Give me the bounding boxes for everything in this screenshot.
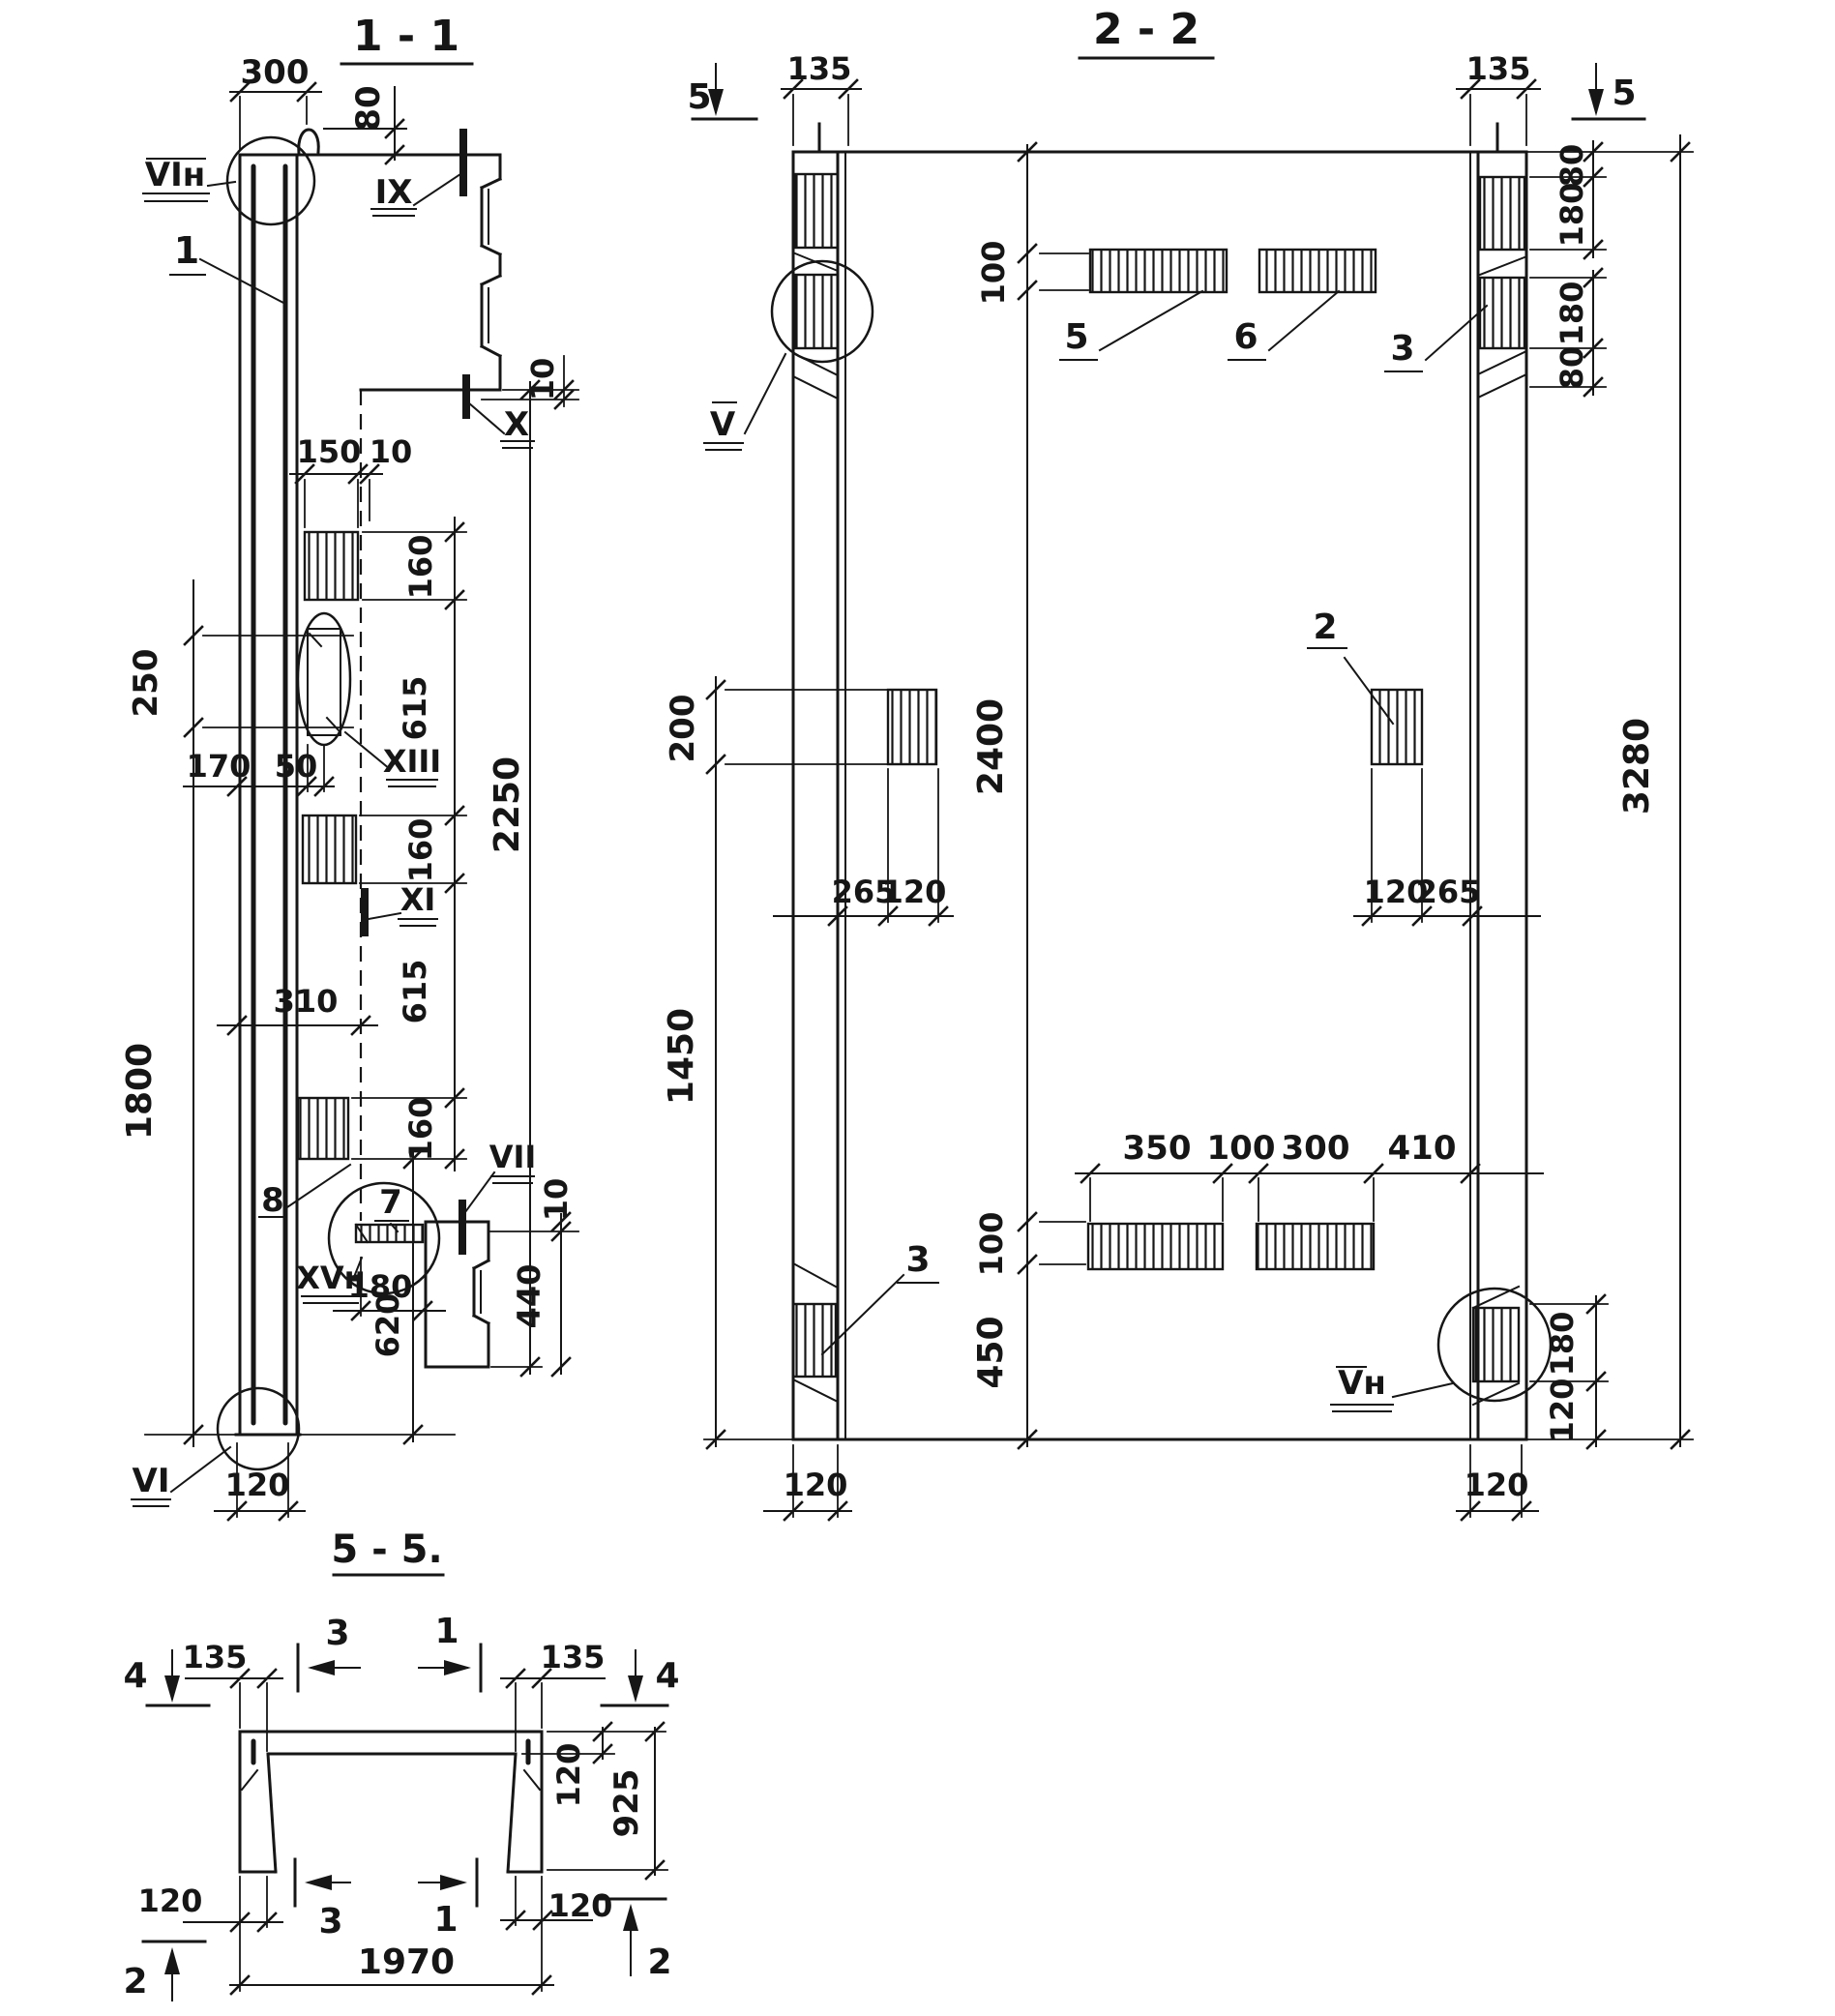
label-d120br: 120 [1464,1467,1529,1503]
embedded-plate [1257,1224,1374,1269]
label-mk_v: V [709,405,736,444]
label-d160b: 160 [402,817,439,883]
embedded-plate [1480,177,1524,250]
embedded-plate [1090,250,1227,292]
arrowhead [305,1875,332,1890]
outline [482,246,500,254]
label-d1800: 1800 [120,1042,160,1141]
label-d80: 80 [349,85,388,132]
label-d450: 450 [971,1316,1011,1389]
label-mk_2: 2 [1313,608,1338,647]
label-d10a: 10 [369,433,413,470]
embedded-plate [1372,690,1422,764]
label-mk_vii: VII [488,1139,537,1175]
label-d135r: 135 [1465,50,1531,87]
label-mk_5tr: 5 [1612,74,1637,113]
label-mk_xvn: XVн [296,1260,366,1296]
label-d350: 350 [1122,1129,1192,1168]
label-d135l5: 135 [182,1639,248,1675]
label-d180bb: 180 [1554,281,1590,346]
arrowhead [623,1904,638,1931]
outline [268,1754,276,1872]
detail-line [327,718,339,730]
arrowhead [440,1875,467,1890]
label-d440: 440 [511,1263,548,1329]
label-s11_title: 1 - 1 [352,12,460,61]
label-d2400: 2400 [971,697,1011,796]
label-d2250: 2250 [488,756,527,854]
label-mk_8: 8 [261,1181,284,1220]
label-mk_vi: VI [132,1462,170,1500]
detail-line [369,913,400,919]
label-d180a: 180 [1554,182,1590,248]
label-mk_x: X [503,405,530,444]
outline [482,276,500,284]
label-mk_ix: IX [374,173,413,212]
label-d120rv5: 120 [550,1742,587,1808]
slot-opening [298,613,350,745]
detail-line [171,1447,230,1492]
label-d10tr: 10 [524,357,561,401]
arrowhead [444,1660,471,1675]
detail-line [465,1172,494,1212]
embedded-plate [1259,250,1376,292]
label-d1970: 1970 [357,1942,456,1982]
label-mk_5tl: 5 [687,77,712,117]
label-d100t: 100 [975,240,1012,306]
detail-line [1480,257,1524,275]
label-d615a: 615 [397,675,433,741]
label-mk_1: 1 [173,229,200,272]
detail-line [200,259,285,304]
label-d100b: 100 [973,1211,1010,1277]
label-d265r: 265 [1415,874,1481,910]
label-d80a: 80 [1554,143,1590,188]
label-s55_title: 5 - 5. [331,1527,443,1572]
detail-line [1480,352,1524,373]
label-d50: 50 [274,748,318,785]
label-mk_4r: 4 [655,1656,680,1696]
label-d135r5: 135 [540,1639,606,1675]
arrowhead [628,1675,643,1703]
embedded-plate [795,174,838,248]
detail-line [1100,291,1202,350]
label-d3280: 3280 [1617,717,1657,815]
embedded-plate [1088,1224,1223,1269]
detail-line [745,354,785,433]
label-mk_3b: 3 [905,1240,931,1280]
label-mk_vin: VIн [144,156,206,194]
detail-line [468,402,504,433]
detail-line [793,1263,836,1287]
label-d200: 200 [664,694,702,763]
arrowhead [164,1947,180,1974]
label-d300b: 300 [1281,1129,1350,1168]
outline [508,1754,516,1872]
label-mk_6: 6 [1233,317,1258,357]
label-d180r: 180 [1544,1311,1581,1377]
arrowhead [164,1675,180,1703]
label-d925: 925 [607,1768,646,1838]
outline [474,1260,488,1268]
label-d170: 170 [186,748,252,785]
embedded-plate [305,532,358,600]
label-d150: 150 [296,433,362,470]
label-d80b: 80 [1554,345,1590,390]
label-d1450: 1450 [662,1007,701,1106]
label-d120rv: 120 [1544,1378,1581,1443]
detail-line [284,1165,350,1209]
outline [474,1316,488,1323]
label-d10b: 10 [538,1177,575,1222]
arrowhead [1588,89,1604,116]
embedded-plate [1473,1308,1519,1381]
label-s22_title: 2 - 2 [1092,5,1200,54]
arrowhead [308,1660,335,1675]
outline [482,346,500,356]
label-d135l: 135 [786,50,852,87]
label-d120l5: 120 [137,1883,203,1919]
label-mk_1t5: 1 [434,1612,459,1651]
detail-line [1393,1383,1453,1397]
label-mk_xiii: XIII [382,743,442,780]
label-d410: 410 [1387,1129,1457,1168]
detail-line [414,174,460,205]
label-d180b: 180 [347,1268,413,1305]
label-mk_1b5: 1 [433,1900,459,1940]
label-d265l: 265 [831,874,897,910]
label-mk_5: 5 [1064,317,1089,357]
detail-line [524,1770,540,1790]
embedded-plate [356,1225,423,1242]
label-d310: 310 [273,983,339,1020]
label-d120bl: 120 [783,1467,848,1503]
detail-line [1480,375,1524,397]
label-mk_3t: 3 [1390,329,1415,369]
embedded-plate [303,815,356,883]
embedded-plate [888,690,936,764]
label-d160a: 160 [402,534,439,600]
detail-line [208,182,235,186]
label-d120r: 120 [1363,874,1429,910]
label-mk_2r: 2 [647,1942,672,1982]
label-mk_7: 7 [379,1183,402,1222]
detail-line [1269,291,1339,350]
label-mk_3b5: 3 [318,1902,343,1942]
label-d160c: 160 [402,1096,439,1162]
outline [482,179,500,188]
embedded-plate [793,1304,836,1377]
detail-line [242,1770,257,1790]
embedded-plate [1480,278,1524,348]
label-mk_xi: XI [400,881,436,918]
label-mk_4l: 4 [123,1656,148,1696]
label-mk_3t5: 3 [325,1614,350,1653]
linework [132,58,1693,2001]
label-d120a: 120 [224,1467,290,1503]
detail-circle [218,1388,299,1469]
label-mk_vn: Vн [1338,1364,1386,1403]
detail-line [793,1379,836,1401]
label-d120r5: 120 [548,1887,613,1924]
label-d100m: 100 [1206,1129,1276,1168]
labels [120,5,1657,2001]
embedded-plate [795,275,838,348]
embedded-plate [298,1098,348,1159]
label-d620: 620 [370,1292,406,1358]
label-d615b: 615 [397,959,433,1024]
label-d300: 300 [240,53,310,92]
label-d120l: 120 [881,874,947,910]
detail-line [795,377,838,399]
label-d250: 250 [127,648,165,718]
label-mk_2l: 2 [123,1962,148,2001]
